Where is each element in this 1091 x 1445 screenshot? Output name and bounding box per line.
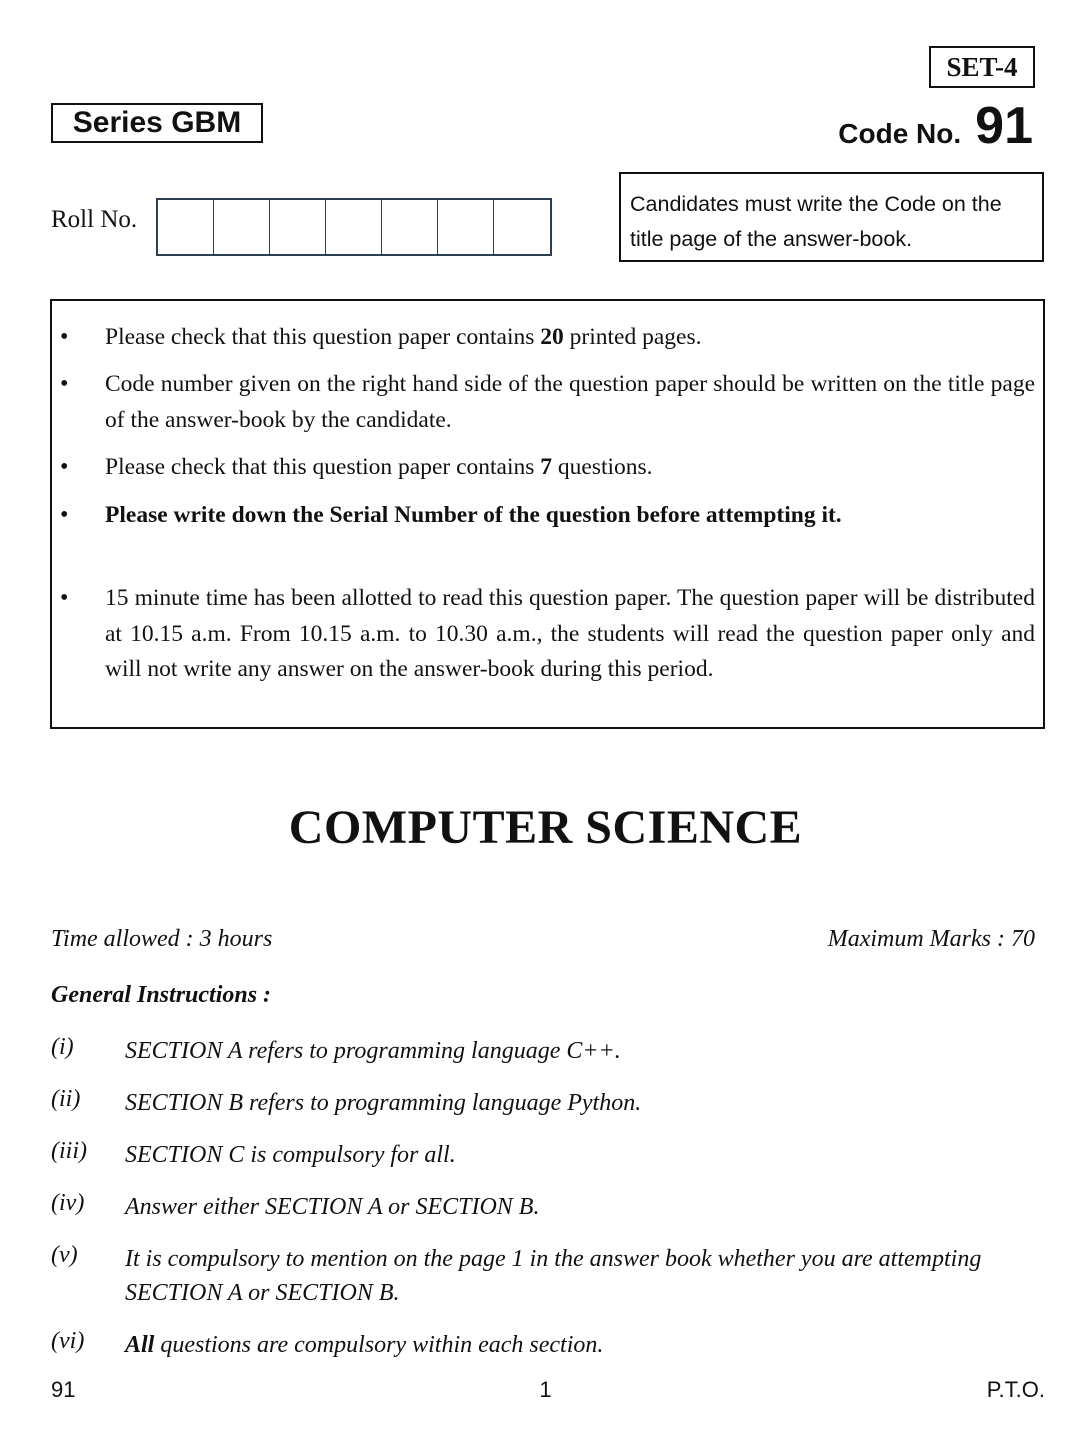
candidate-note: Candidates must write the Code on the title page of the answer-book.	[619, 172, 1044, 262]
maximum-marks: Maximum Marks : 70	[827, 926, 1035, 952]
roll-number-cell[interactable]	[214, 200, 270, 254]
general-instructions-heading: General Instructions :	[51, 982, 272, 1008]
time-allowed: Time allowed : 3 hours	[51, 926, 273, 952]
instruction-text: SECTION C is compulsory for all.	[125, 1142, 456, 1168]
instruction-text: SECTION A refers to programming language C++.	[125, 1038, 621, 1064]
roll-number-boxes[interactable]	[156, 198, 552, 256]
roll-number-cell[interactable]	[326, 200, 382, 254]
bullet-icon: •	[60, 371, 69, 397]
footer-code: 91	[51, 1377, 76, 1402]
page-number: 1	[539, 1377, 552, 1402]
subject-title: COMPUTER SCIENCE	[288, 801, 803, 854]
roll-number-cell[interactable]	[438, 200, 494, 254]
please-turn-over: P.T.O.	[986, 1377, 1045, 1402]
instruction-number: (ii)	[51, 1086, 81, 1112]
instruction-text: All questions are compulsory within each section.	[125, 1332, 604, 1358]
bullet-icon: •	[60, 502, 69, 528]
bullet-icon: •	[60, 585, 69, 611]
roll-number-cell[interactable]	[158, 200, 214, 254]
instruction-text: 15 minute time has been allotted to read this question paper. The question paper will be distributed at 10.15 a.m. From 10.15 a.m. to 10.30 a.m., the students will read the question paper only and will not write any answer on the answer-book during this period.	[105, 585, 1035, 682]
instruction-number: (i)	[51, 1034, 74, 1060]
instruction-number: (vi)	[51, 1328, 85, 1354]
instruction-text: It is compulsory to mention on the page 1 in the answer book whether you are attempting SECTION A or SECTION B.	[125, 1246, 982, 1306]
code-label: Code No.	[838, 118, 962, 149]
roll-number-cell[interactable]	[382, 200, 438, 254]
set-label: SET-4	[929, 46, 1035, 88]
code-number	[838, 96, 1033, 155]
instruction-number: (iii)	[51, 1138, 87, 1164]
instruction-text: Code number given on the right hand side of the question paper should be written on the title page of the answer-book by the candidate.	[105, 371, 1035, 433]
code-value: 91	[975, 97, 1033, 155]
instruction-number: (iv)	[51, 1190, 85, 1216]
roll-number-cell[interactable]	[270, 200, 326, 254]
series-label: Series GBM	[51, 103, 263, 143]
instruction-text: Answer either SECTION A or SECTION B.	[125, 1194, 540, 1220]
instruction-text: Please check that this question paper contains 7 questions.	[105, 454, 653, 480]
instruction-text: Please check that this question paper contains 20 printed pages.	[105, 324, 702, 350]
instruction-text: SECTION B refers to programming language Python.	[125, 1090, 642, 1116]
roll-number-label: Roll No.	[51, 206, 138, 233]
instructions-box	[50, 299, 1045, 729]
bullet-icon: •	[60, 324, 69, 350]
bullet-icon: •	[60, 454, 69, 480]
roll-number-cell[interactable]	[494, 200, 550, 254]
instruction-number: (v)	[51, 1242, 78, 1268]
instruction-text: Please write down the Serial Number of the question before attempting it.	[105, 502, 842, 528]
